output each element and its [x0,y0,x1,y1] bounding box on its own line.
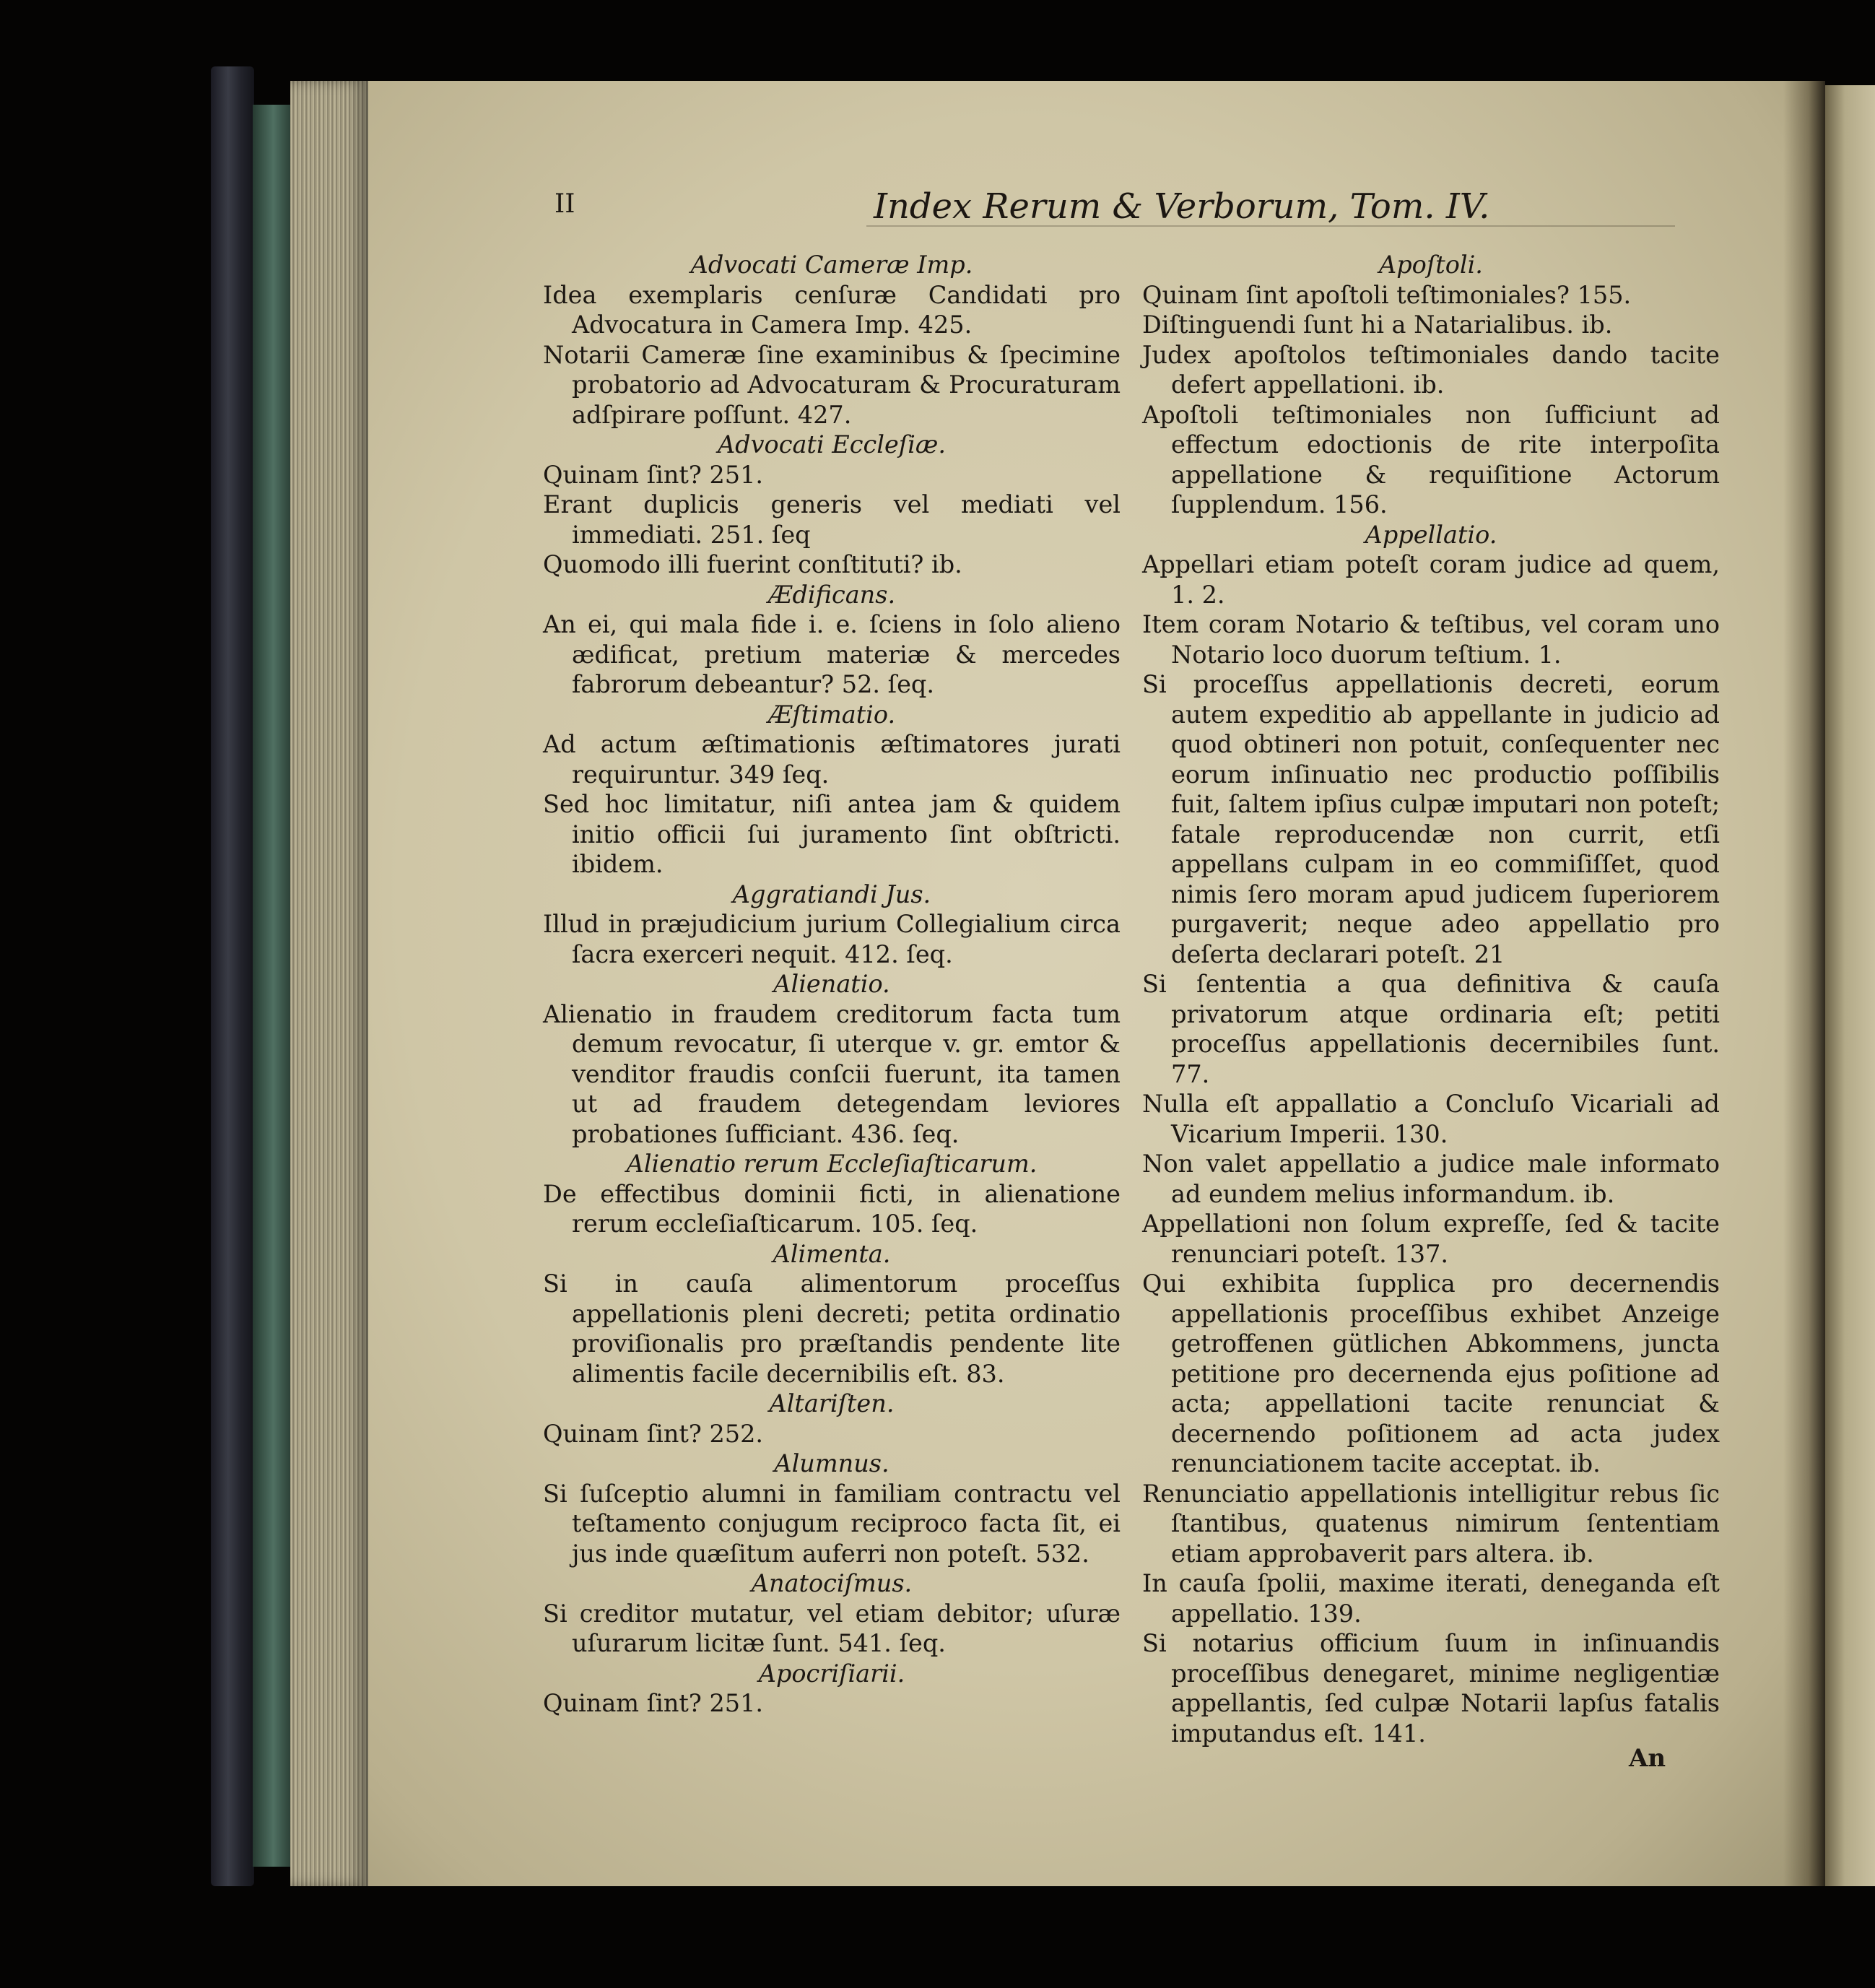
index-entry: An ei, qui mala fide i. e. ſciens in ſolo alieno ædificat, pretium materiæ & mercedes fabrorum debeantur? 52. ſeq. [543,610,1121,698]
index-entry: Si ſententia a qua definitiva & cauſa privatorum atque ordinaria eſt; petiti proceſſus appellationis decernibiles ſunt. 77. [1142,970,1720,1088]
index-heading: Alumnus. [774,1449,889,1477]
index-entry: Nulla eſt appallatio a Concluſo Vicariali ad Vicarium Imperii. 130. [1142,1090,1720,1148]
index-entry: Renunciatio appellationis intelligitur rebus ſic ſtantibus, quatenus nimirum ſententiam etiam approbaverit pars altera. ib. [1142,1479,1720,1568]
index-entry: Quinam ſint? 252. [543,1419,764,1448]
index-heading: Alienatio rerum Eccleſiaſticarum. [626,1150,1037,1178]
index-heading: Ædificans. [767,580,896,609]
index-entry: Apoſtoli teſtimoniales non ſufficiunt ad effectum edoctionis de rite interpoſita appellatione & requiſitione Actorum ſupplendum. 156. [1142,400,1720,518]
index-entry: Appellari etiam poteſt coram judice ad quem, 1. 2. [1142,550,1720,609]
index-entry: Qui exhibita ſupplica pro decernendis appellationis proceſſibus exhibet Anzeige getroffenen gütlichen Abkommens, juncta petitione pro decernenda ejus poſitione ad acta; appellationi tacite renunciat & decernendo poſitionem ad acta judex renunciationem tacite acceptat. ib. [1142,1269,1720,1477]
index-heading: Æſtimatio. [767,700,896,729]
index-entry: Si in cauſa alimentorum proceſſus appellationis pleni decreti; petita ordinatio proviſionalis pro præſtandis pendente lite alimentis facile decernibilis eſt. 83. [543,1269,1121,1388]
index-entry: Si creditor mutatur, vel etiam debitor; uſuræ uſurarum licitæ ſunt. 541. ſeq. [543,1599,1121,1657]
index-entry: Alienatio in fraudem creditorum facta tum demum revocatur, ſi uterque v. gr. emtor & venditor fraudis conſcii fuerunt, ita tamen ut ad fraudem detegendam leviores probationes ſufficiant. 436. ſeq. [543,999,1121,1148]
page-number: II [554,189,575,219]
index-entry: Diſtinguendi ſunt hi a Natarialibus. ib. [1142,311,1613,339]
index-heading: Alimenta. [773,1239,891,1268]
index-entry: Illud in præjudicium jurium Collegialium circa ſacra exerceri nequit. 412. ſeq. [543,910,1121,968]
index-entry: Quinam ſint apoſtoli teſtimoniales? 155. [1142,280,1632,309]
page-gutter-shadow [1783,81,1825,1886]
catchword: An [1629,1744,1666,1773]
index-entry: Idea exemplaris cenſuræ Candidati pro Advocatura in Camera Imp. 425. [543,280,1121,339]
index-entry: Si proceſſus appellationis decreti, eorum autem expeditio ab appellante in judicio ad quod obtineri non potuit, conſequenter nec eorum inſinuatio nec productio poſſibilis fuit, ſaltem ipſius culpæ imputari non poteſt; fatale reproducendæ non currit, etſi appellans culpam in eo commiſiſſet, quod nimis ſero moram apud judicem ſuperiorem purgaverit; neque adeo appellatio pro deſerta declarari poteſt. 21 [1142,670,1720,968]
index-entry: Quomodo illi fuerint conſtituti? ib. [543,550,962,578]
index-entry: Si notarius officium ſuum in inſinuandis proceſſibus denegaret, minime negligentiæ appellantis, ſed culpæ Notarii lapſus fatalis imputandus eſt. 141. [1142,1629,1720,1748]
index-heading: Advocati Cameræ Imp. [690,251,973,279]
index-heading: Apoſtoli. [1379,251,1483,279]
index-entry: In cauſa ſpolii, maxime iterati, deneganda eſt appellatio. 139. [1142,1569,1720,1628]
index-entry: De effectibus dominii ficti, in alienatione rerum eccleſiaſticarum. 105. ſeq. [543,1179,1121,1238]
index-heading: Aggratiandi Jus. [732,880,931,908]
running-title: Index Rerum & Verborum, Tom. IV. [874,186,1490,227]
index-column-left [543,250,1121,1719]
page-block-edges [290,81,368,1886]
index-column-right [1142,250,1720,1748]
index-entry: Item coram Notario & teſtibus, vel coram uno Notario loco duorum teſtium. 1. [1142,610,1720,669]
index-heading: Anatociſmus. [751,1569,913,1597]
book-spine [211,66,254,1886]
index-entry: Quinam ſint? 251. [543,1689,764,1717]
header-rule [866,225,1675,227]
index-entry: Judex apoſtolos teſtimoniales dando tacite defert appellationi. ib. [1142,340,1720,399]
index-heading: Apocriſiarii. [758,1659,905,1688]
index-entry: Appellationi non ſolum expreſſe, ſed & tacite renunciari poteſt. 137. [1142,1210,1720,1268]
index-entry: Notarii Cameræ ſine examinibus & ſpecimine probatorio ad Advocaturam & Procuraturam adſpirare poſſunt. 427. [543,340,1121,429]
index-entry: Si ſuſceptio alumni in familiam contractu vel teſtamento conjugum reciproco facta ſit, ei jus inde quæſitum auferri non poteſt. 532. [543,1479,1121,1568]
index-heading: Appellatio. [1365,520,1497,549]
index-heading: Alienatio. [773,970,890,998]
index-entry: Ad actum æſtimationis æſtimatores jurati requiruntur. 349 ſeq. [543,730,1121,789]
index-heading: Altariſten. [769,1389,895,1418]
index-entry: Erant duplicis generis vel mediati vel immediati. 251. ſeq [543,490,1121,549]
index-heading: Advocati Eccleſiæ. [717,430,947,459]
index-entry: Non valet appellatio a judice male informato ad eundem melius informandum. ib. [1142,1150,1720,1208]
index-entry: Sed hoc limitatur, niſi antea jam & quidem initio officii ſui juramento ſint obſtricti. ibidem. [543,790,1121,878]
cover-board-edge [253,105,290,1867]
facing-page-edge [1825,85,1875,1886]
index-entry: Quinam ſint? 251. [543,460,764,489]
